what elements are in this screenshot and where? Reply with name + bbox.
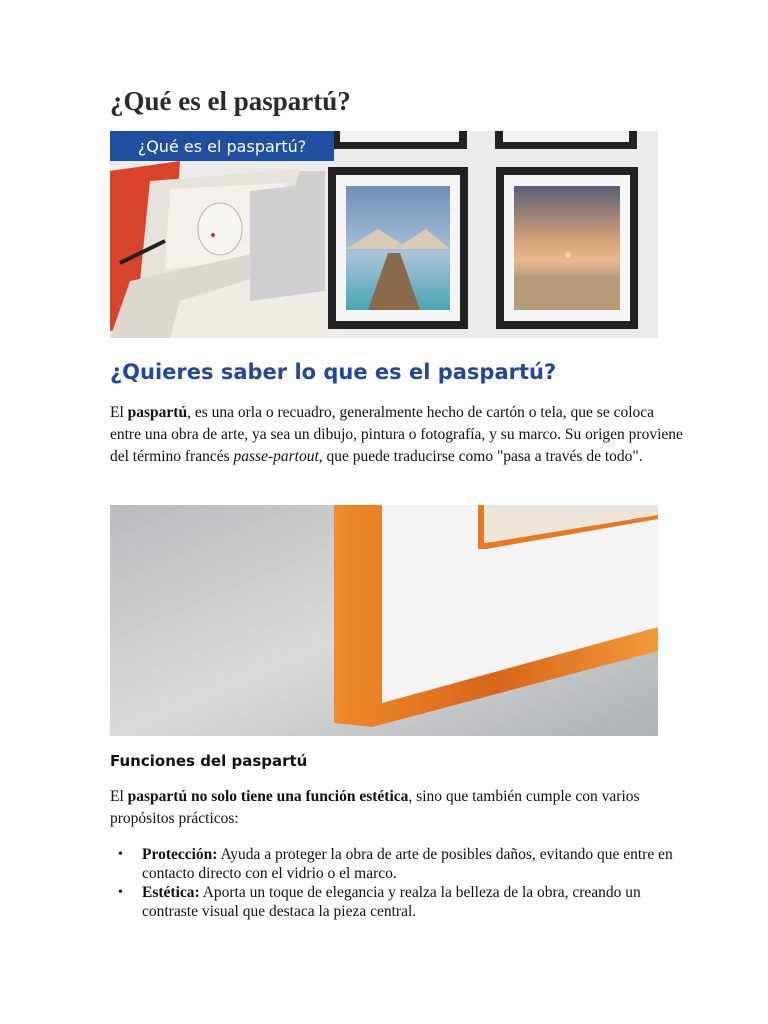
bullet-icon: •: [118, 847, 123, 862]
orange-frame-photo: [110, 505, 658, 736]
page-title: ¿Qué es el paspartú?: [110, 86, 351, 116]
frame-illustration: [110, 505, 658, 736]
list-item-text: Ayuda a proteger la obra de arte de posibles daños, evitando que entre en contacto directo con el vidrio o el marco.: [142, 846, 673, 882]
banner-image: [110, 131, 658, 338]
functions-heading: Funciones del paspartú: [110, 752, 308, 770]
functions-bold: paspartú no solo tiene una función estética: [127, 788, 409, 805]
intro-tail: , que puede traducirse como "pasa a través de todo".: [318, 448, 643, 465]
section-subtitle: ¿Quieres saber lo que es el paspartú?: [110, 360, 557, 384]
list-item-text: Aporta un toque de elegancia y realza la belleza de la obra, creando un contraste visual que destaca la pieza central.: [142, 884, 641, 920]
functions-paragraph: [110, 786, 688, 830]
bullet-icon: •: [118, 885, 123, 900]
intro-italic: passe-partout: [233, 448, 319, 465]
intro-mid: , es una orla o recuadro, generalmente hecho de cartón o tela, que se coloca entre una obra de arte, ya sea un dibujo, pintura o fotografía, y su marco. Su origen proviene del término francés: [110, 404, 683, 465]
intro-paragraph: [110, 402, 688, 468]
banner-label: ¿Qué es el paspartú?: [110, 131, 334, 161]
list-item: [110, 883, 688, 921]
functions-tail: , sino que también cumple con varios propósitos prácticos:: [110, 788, 640, 827]
list-item: [110, 845, 688, 883]
intro-lead: El: [110, 404, 128, 421]
functions-lead: El: [110, 788, 128, 805]
functions-list: [110, 845, 688, 921]
intro-bold: paspartú: [127, 404, 188, 421]
list-item-term: Protección:: [142, 846, 218, 863]
list-item-term: Estética:: [142, 884, 200, 901]
banner-illustration: [110, 131, 658, 338]
